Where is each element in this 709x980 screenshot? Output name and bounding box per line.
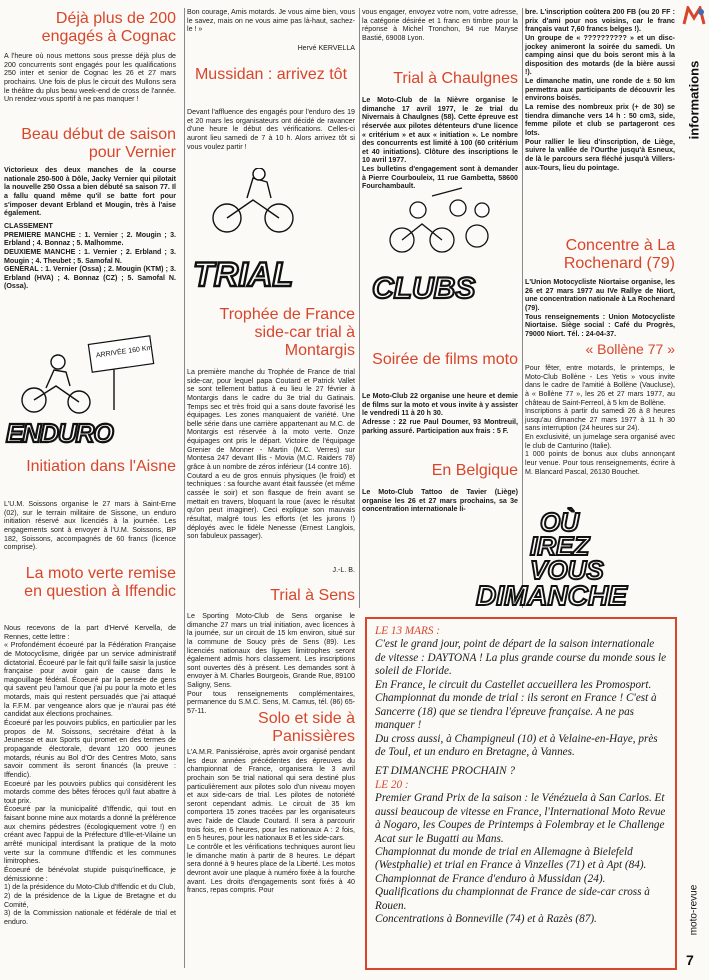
headline-iffendic: La moto verte remise en question à Iffendic	[24, 565, 176, 600]
article-sens: Le Sporting Moto-Club de Sens organise le dimanche 27 mars un trial initiation, avec licences à la journée, sur un circuit de 15 km environ, situé sur la commune de Soucy près de Sens (89). Les licenciés nationaux des ligues limitrophes seront également admis hors classement. Les inscriptions sont ouvertes dès à présent. Les demandes sont à envoyer à M. Charles Bourgeois, Grande Rue, 89100 Saligny, Sens. Pour tous renseignements complémentaires, permanence du S.M.C. Sens, M. Camus, tél. (86) 65-57-11.	[187, 612, 355, 716]
column-rule-2	[359, 8, 360, 608]
title-word-vous: VOUS	[530, 555, 604, 585]
title-word-irez: IREZ	[530, 531, 590, 561]
trial-word: TRIAL	[193, 256, 294, 294]
headline-vernier: Beau début de saison pour Vernier	[21, 126, 176, 161]
headline-cognac: Déjà plus de 200 engagés à Cognac	[41, 10, 176, 45]
signature-kervella: Hervé KERVELLA	[297, 44, 355, 52]
agenda-date-13: LE 13 MARS :	[375, 625, 440, 637]
headline-chaulgnes: Trial à Chaulgnes	[393, 70, 518, 87]
article-chaulgnes: Le Moto-Club de la Nièvre organise le dimanche 17 avril 1977, le 2e trial du Nivernais à Chaulgnes (58). Cette épreuve est réservée aux pilotes détenteurs d'une licence « critérium » et aux « initiation ». Le nombre des concurrents est limité à 100 (60 critérium et 40 initiations). Clôture des inscriptions le 10 avril 1977. Les bulletins d'engagement sont à demander à Pierre Courbouleix, 11 rue Gambetta, 58600 Fourchambault.	[362, 96, 518, 191]
sign-board	[88, 336, 153, 372]
agenda-venezuela: Premier Grand Prix de la saison : le Vénézuela à San Carlos. Et aussi beaucoup de vitesse en France, l'International Moto Revue à Nogaro, les Coupes de Printemps à Folembray et le Challenge Acat sur le Bugatti au Mans.	[375, 792, 666, 845]
agenda-next-sunday: ET DIMANCHE PROCHAIN ?	[375, 765, 515, 778]
column-rule-1	[184, 8, 185, 968]
article-vernier: Victorieux des deux manches de la course nationale 250-500 à Dôle, Jacky Vernier qui pilotait la nouvelle 250 Ossa a bien débuté sa saison 77. Il a fallu quand même qu'il se batte fort pour s'imposer devant Erbland et Mougin, très à l'aise également.	[4, 166, 176, 218]
clubs-word: CLUBS	[372, 272, 476, 305]
page-number: 7	[686, 952, 694, 968]
section-label: informations	[686, 60, 702, 140]
enduro-illustration	[4, 330, 176, 450]
enduro-word: ENDURO	[6, 418, 113, 448]
agenda-daytona: C'est le grand jour, point de départ de la saison internationale de vitesse : DAYTONA ! La plus grande course du monde sous le soleil de Floride.	[375, 638, 667, 678]
article-bollene: Pour fêter, entre motards, le printemps, le Moto-Club Bollène - Les Yetis » vous invite dans le cadre de l'amitié à Bollène (Vaucluse), à « Bollène 77 », les 26 et 27 mars 1977, au château de Saint-Ferreol, à 5 km de Bollène. Inscriptions à partir du samedi 26 à 8 heures jusqu'au dimanche 27 mars 1977 à 11 h 30 sans interruption (24 heures sur 24). En exclusivité, un jumelage sera organisé avec le club de Canturino (Italie). 1 000 points de bonus aux clubs annonçant leur venue. Pour tous renseignements, écrire à M. Blancard Pascal, 26130 Bouchet.	[525, 364, 675, 476]
magazine-logo	[682, 6, 706, 26]
headline-rochenard: Concentre à La Rochenard (79)	[563, 237, 675, 272]
agenda-castellet: En France, le circuit du Castellet accueillera les Promosport.	[375, 678, 652, 691]
headline-bollene: « Bollène 77 »	[585, 341, 675, 357]
article-montargis: La première manche du Trophée de France de trial side-car, pour lequel papa Coutard et Patrick Vallet se sont tellement battus à eu lieu le 27 février à Montargis dans le cadre du 3e trial du Gatinais. Temps sec et très froid qui a sans doute favorisé les équipages. Les zones manquaient de variété. Une belle série dans une carrière appartenant au M.C. de Montargis est réservée à la moto verte. Onze équipages ont pris le départ. Victoire de l'équipage Grenier de Monner - Martin (M.C. Verres) sur Montesa 247 devant Illis - Movia (M.C. Raiders 78) grâce à un nombre de zéros inférieur (14 contre 16). Coutard a eu de gros ennuis physiques (le froid) et techniques : sa fourche avant était faussée (et même cassée le soir) et son flasque de frein avant se mettait en travers, bloquant la roue (avec le résultat qu'on peut imaginer). Ceci explique son mauvais résultat, malgré tous les efforts (et les jurons !) déployés avec le fidèle Nenesse (Ernest Langlois, son fabuleux passager).	[187, 368, 355, 541]
article-kervella-end: Bon courage, Amis motards. Je vous aime bien, vous le savez, mais on ne vous aime pas là-haut, sachez-le ! »	[187, 8, 355, 34]
headline-panissieres: Solo et side à Panissières	[258, 710, 355, 745]
headline-mussidan: Mussidan : arrivez tôt	[194, 66, 348, 83]
article-mussidan: Devant l'affluence des engagés pour l'enduro des 19 et 20 mars les organisateurs ont décidé de ravancer d'une heure le début des vérifications. Celles-ci auront lieu samedi de 7 à 10 h. Alors arrivez tôt si vous voulez partir !	[187, 108, 355, 151]
results-vernier: CLASSEMENT PREMIERE MANCHE : 1. Vernier ; 2. Mougin ; 3. Erbland ; 4. Bonnaz ; 5. Malhomme. DEUXIEME MANCHE : 1. Vernier ; 2. Erbland ; 3. Mougin ; 4. Theubet ; 5. Samofal N. GENERAL : 1. Vernier (Ossa) ; 2. Mougin (KTM) ; 3. Erbland (HVA) ; 4. Bonnaz (CZ) ; 5. Samofal N. (Ossa).	[4, 222, 176, 291]
article-panissieres: L'A.M.R. Panissiéroise, après avoir organisé pendant les deux années précédentes des épreuves du championnat de France, organisera le 3 avril prochain son 5e trial national qui sera destiné plus particulièrement aux pilotes solo d'un niveau moyen et aux side-cars de trial. Les pilotes de notoriété seront cependant admis. Le circuit de 35 km comportera 15 zones tracées par les organisateurs avec l'aide de Claude Coutard. Il sera à parcourir trois fois, en 6 heures, pour les nationaux A : 2 fois, en 5 heures, pour les nationaux B et les side-cars. Le contrôle et les vérifications techniques auront lieu le dimanche matin à partir de 8 heures. Le départ sera donné à 9 heures place de la Liberté. Les motos devront avoir une plaque à numéro fixée à la fourche avant. Les droits d'engagements sont fixés à 40 francs, repas compris. Pour	[187, 748, 355, 895]
agenda-box	[365, 617, 677, 970]
article-iffendic: Nous recevons de la part d'Hervé Kervella, de Rennes, cette lettre : « Profondément écoeuré par la Fédération Française de Motocyclisme, dirigée par un service administratif dictatorial. Écoeuré par le fait qu'il faille saisir la justice française pour avoir gain de cause dans le magouillage fédéral. Écoeuré par la pensée de gens qui savent peu l'amour que j'ai pu pour la moto et les motards, mais qui restent persuadés que j'ai attaqué la F.F.M. par vengeance alors que je n'aurai pas été candidat aux élections prochaines. Écoeuré par les pouvoirs publics, en particulier par les propos de M. Soissons, secrétaire d'état à la Jeunesse et aux Sports qui promet en des termes de propagande électorale, devant 120 000 jeunes motards, réunis au Bol d'Or des Centres Moto, sans savoir comment ils seront financés (la preuve : Iffendic). Ecoeuré par les pouvoirs publics qui considèrent les motards comme des bêtes féroces qu'il faut abattre à tout prix. Écoeuré par la municipalité d'Iffendic, qui tout en faisant bonne mine aux motards a donné la préférence aux chemins pédestres (écologiquement votre !) en créant avec l'appui de la Préfecture d'Ille-et-Vilaine un arrêté municipal interdisant la pratique de la moto verte sur la commune d'Iffendic et les communes limitrophes. Écoeuré de bénévolat stupide puisqu'inefficace, je démissionne : 1) de la présidence du Moto-Club d'Iffendic et du Club, 2) de la présidence de la Ligue de Bretagne et du Comité, 3) de la Commission nationale et fédérale de trial et enduro.	[4, 624, 176, 926]
article-panissieres-end: vous engager, envoyez votre nom, votre adresse, la catégorie désirée et 1 franc en timbre pour la réponse à Michel Tronchon, 94 rue Maryse Bastié, 69008 Lyon.	[362, 8, 518, 42]
sign-text: ARRIVÉE 160 Km	[95, 344, 153, 360]
signature-jlb: J.-L. B.	[332, 566, 355, 574]
clubs-illustration	[362, 180, 518, 315]
trial-illustration	[187, 168, 355, 298]
agenda-concentrations: Concentrations à Bonneville (74) et à Razès (87).	[375, 913, 597, 926]
article-belgique-end: bre. L'inscription coûtera 200 FB (ou 20 FF : prix d'ami pour nos voisins, car le franc français vaut 7,60 francs belges !). Un groupe de « ?????????? » et un disc-jockey animeront la soirée du samedi. Un camping ainsi que du bois seront mis à la disposition des motards (de la bière aussi !). Le dimanche matin, une ronde de ± 50 km permettra aux participants de découvrir les environs boisés. La remise des nombreux prix (+ de 30) se tiendra dimanche vers 14 h : 50 cm3, side, femme pilote et club se partageront ces lots. Pour rallier le lieu d'inscription, de Liège, suivre la vallée de l'Ourthe jusqu'à Esneux, de là le parcours sera fléché jusqu'à Villers-aux-Tours, lieu du pointage.	[525, 8, 675, 172]
magazine-name: moto-revue	[688, 884, 700, 936]
headline-montargis: Trophée de France side-car trial à Montargis	[219, 306, 355, 359]
section-sidebar	[680, 0, 709, 980]
agenda-trial-sancerre: Championnat du monde de trial : ils seront en France ! C'est à Sancerre (18) que se tiendra l'épreuve française. A ne pas manquer !	[375, 692, 657, 732]
agenda-date-20: LE 20 :	[375, 778, 409, 791]
article-belgique: Le Moto-Club Tattoo de Tavier (Liège) organise les 26 et 27 mars prochains, sa 3e concentration internationale li-	[362, 488, 518, 514]
title-word-ou: OÙ	[540, 507, 579, 537]
title-word-dimanche: DIMANCHE	[476, 580, 627, 611]
headline-belgique: En Belgique	[431, 462, 518, 479]
article-aisne: L'U.M. Soissons organise le 27 mars à Saint-Erne (02), sur le terrain militaire de Sissone, un enduro initiation réservé aux licenciés à la journée. Les engagements sont à envoyer à l'U.M. Soissons, BP 182, Soissons, accompagnés de 60 francs (licence comprise).	[4, 500, 176, 552]
article-cognac: A l'heure où nous mettons sous presse déjà plus de 200 concurrents sont engagés pour les qualifications 250 inter et senior de Cognac les 26 et 27 mars prochains. Une fois de plus le circuit des Mullons sera le théâtre du plus beau week-end de cross de l'année. Un rendez-vous sportif à ne pas manquer !	[4, 52, 176, 104]
headline-films: Soirée de films moto	[372, 351, 518, 368]
headline-sens: Trial à Sens	[270, 587, 355, 604]
ou-irez-vous-dimanche-title	[470, 505, 680, 613]
article-films: Le Moto-Club 22 organise une heure et demie de films sur la moto et vous invite à y assister le vendredi 11 à 20 h 30. Adresse : 22 rue Paul Doumer, 93 Montreuil, parking assuré. Participation aux frais : 5 F.	[362, 392, 518, 435]
article-rochenard: L'Union Motocycliste Niortaise organise, les 26 et 27 mars 1977 au IVe Rallye de Niort, une concentration nationale à La Rochenard (79). Tous renseignements : Union Motocycliste Niortaise. Siège social : Café du Progrès, 79000 Niort. Tél. : 24-04-37.	[525, 278, 675, 338]
agenda-trial-allemagne: Championnat du monde de trial en Allemagne à Bielefeld (Westphalie) et trial en France à Vinzelles (71) et à Apt (84). Championnat de France d'enduro à Mussidan (24). Qualifications du championnat de France de side-car cross à Rouen.	[375, 846, 650, 912]
agenda-cross: Du cross aussi, à Champigneul (10) et à Velaine-en-Haye, près de Toul, et un enduro en Bretagne, à Vannes.	[375, 732, 658, 758]
headline-aisne: Initiation dans l'Aisne	[26, 458, 176, 475]
